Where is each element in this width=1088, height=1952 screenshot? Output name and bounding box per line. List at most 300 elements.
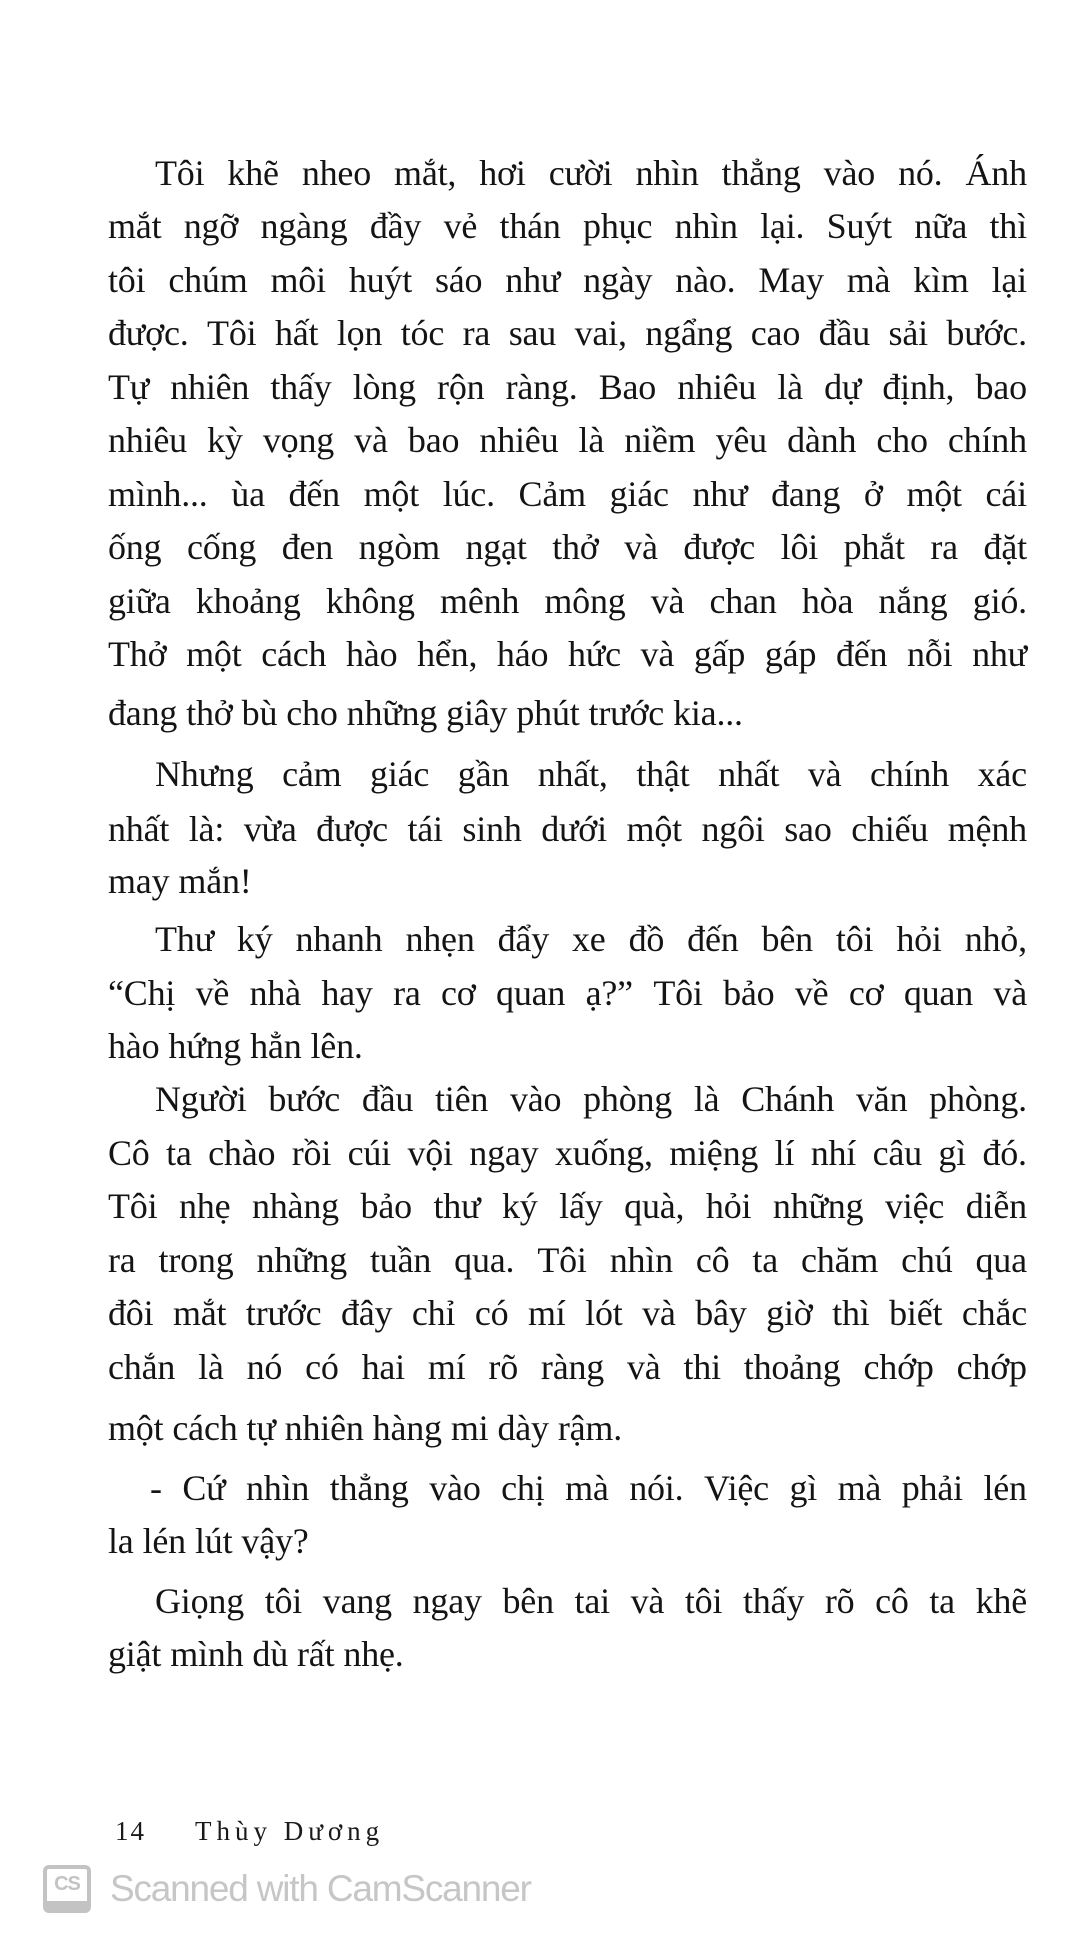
word: rộn: [437, 367, 485, 407]
word: những: [772, 1186, 864, 1226]
word: lót: [585, 1293, 623, 1333]
word: đen: [281, 527, 334, 567]
word: tóc: [400, 313, 445, 353]
word: Việc: [703, 1468, 769, 1508]
word: mệnh: [947, 809, 1027, 849]
word: quà,: [624, 1186, 685, 1226]
word: gấp: [693, 634, 746, 674]
word: mắt: [108, 206, 162, 246]
text-line: [108, 975, 1027, 1011]
word: Giọng: [155, 1581, 245, 1621]
word: và: [626, 1347, 661, 1387]
word: chiếu: [851, 809, 929, 849]
word: chớp: [956, 1347, 1027, 1387]
word: lòng: [352, 367, 416, 407]
word: đang: [771, 474, 841, 514]
word: hẳn: [250, 1026, 302, 1066]
word: mông: [544, 581, 626, 621]
word: lí: [774, 1133, 795, 1173]
word: xe: [572, 919, 606, 959]
word: ngàng: [260, 206, 348, 246]
word: Tôi: [537, 1240, 587, 1280]
word: định,: [882, 367, 955, 407]
word: cúi: [347, 1133, 391, 1173]
word: và: [630, 1581, 665, 1621]
word: tự: [246, 1408, 276, 1448]
word: đến: [835, 634, 888, 674]
word: nỗi: [907, 634, 953, 674]
word: sao: [784, 809, 832, 849]
text-line: [155, 1583, 1027, 1619]
text-line: [108, 583, 1027, 619]
word: lại: [991, 260, 1027, 300]
word: nhìn: [635, 153, 699, 193]
text-line: [108, 1410, 1027, 1446]
word: niềm: [624, 420, 696, 460]
word: được: [316, 809, 388, 849]
word: hay: [321, 973, 373, 1013]
word: phục: [583, 206, 653, 246]
word: nhẹn: [405, 919, 475, 959]
word: nhìn: [245, 1468, 310, 1508]
word: dành: [787, 420, 857, 460]
word: ký: [501, 1186, 538, 1226]
word: đẩy: [497, 919, 550, 959]
word: la: [108, 1521, 134, 1561]
word: thấy: [270, 367, 332, 407]
word: vội: [407, 1133, 453, 1173]
word: ngay: [469, 1133, 539, 1173]
word: dày: [497, 1408, 549, 1448]
word: ngôi: [701, 809, 765, 849]
word: hỏi: [705, 1186, 752, 1226]
word: qua: [975, 1240, 1027, 1280]
word: là: [693, 1079, 720, 1119]
word: nhẹ.: [343, 1634, 404, 1674]
word: trước: [245, 1293, 322, 1333]
word: nhỏ,: [964, 919, 1027, 959]
word: Suýt: [826, 206, 892, 246]
word: không: [325, 581, 415, 621]
word: gì: [789, 1468, 818, 1508]
word: nhiên: [284, 1408, 364, 1448]
word: vang: [322, 1581, 392, 1621]
word: hào: [108, 1026, 160, 1066]
word: rồi: [291, 1133, 332, 1173]
word: ngòm: [358, 527, 440, 567]
word: về: [794, 973, 829, 1013]
word: lọn: [336, 313, 383, 353]
word: nhà: [249, 973, 301, 1013]
word: ta: [166, 1133, 192, 1173]
word: đó.: [982, 1133, 1027, 1173]
word: đến: [687, 919, 739, 959]
word: hển,: [417, 634, 478, 674]
word: khẽ: [227, 153, 279, 193]
word: ùa: [231, 474, 265, 514]
text-line: [150, 1470, 1027, 1506]
word: chính: [947, 420, 1027, 460]
word: Cảm: [518, 474, 586, 514]
word: là: [198, 1347, 224, 1387]
word: và: [354, 420, 388, 460]
word: có: [474, 1293, 509, 1333]
camscanner-logo-icon: [43, 1865, 91, 1913]
word: nắng: [878, 581, 948, 621]
word: bao: [975, 367, 1027, 407]
word: Cứ: [182, 1468, 226, 1508]
word: thoảng: [743, 1347, 841, 1387]
word: vào: [509, 1079, 562, 1119]
page-number: 14: [115, 1816, 146, 1846]
word: bao: [407, 420, 460, 460]
word: như: [972, 634, 1027, 674]
word: đầu: [361, 1079, 414, 1119]
word: nhiêu: [108, 420, 187, 460]
word: cho: [876, 420, 928, 460]
word: bên: [502, 1581, 554, 1621]
word: mà: [837, 1468, 882, 1508]
word: được.: [108, 313, 189, 353]
word: Bao: [598, 367, 657, 407]
word: tuần: [370, 1240, 432, 1280]
word: thấy: [742, 1581, 805, 1621]
word: Thư: [155, 919, 214, 959]
word: nhí: [810, 1133, 857, 1173]
word: cô: [875, 1581, 909, 1621]
word: vai,: [574, 313, 627, 353]
word: ta: [752, 1240, 779, 1280]
word: Tôi: [108, 1186, 158, 1226]
word: như: [505, 260, 561, 300]
word: một: [906, 474, 962, 514]
word: miệng: [669, 1133, 759, 1173]
word: phòng.: [929, 1079, 1027, 1119]
word: có: [305, 1347, 339, 1387]
text-line: [155, 155, 1027, 191]
word: tôi: [108, 260, 146, 300]
word: gáp: [764, 634, 817, 674]
text-line: [108, 863, 1027, 899]
word: hất: [274, 313, 319, 353]
word: mênh: [440, 581, 520, 621]
text-line: [108, 529, 1027, 565]
word: sáo: [434, 260, 483, 300]
word: nó: [246, 1347, 283, 1387]
word: về: [195, 973, 230, 1013]
word: dù: [252, 1634, 289, 1674]
word: may: [108, 861, 170, 901]
word: hứng: [168, 1026, 242, 1066]
word: bước.: [946, 313, 1027, 353]
word: gió.: [972, 581, 1027, 621]
word: văn: [856, 1079, 908, 1119]
text-line: [108, 315, 1027, 351]
word: phòng: [583, 1079, 673, 1119]
word: ở: [863, 474, 883, 514]
word: Ánh: [965, 153, 1027, 193]
word: tôi: [684, 1581, 723, 1621]
word: biết: [889, 1293, 943, 1333]
word: Thở: [108, 634, 167, 674]
word: chắc: [961, 1293, 1027, 1333]
word: diễn: [965, 1186, 1027, 1226]
word: nhanh: [295, 919, 383, 959]
word: gì: [938, 1133, 966, 1173]
word: khẽ: [975, 1581, 1027, 1621]
word: tái: [407, 809, 443, 849]
word: Tôi: [207, 313, 257, 353]
word: quan: [496, 973, 566, 1013]
word: hàng: [372, 1408, 442, 1448]
word: tai: [574, 1581, 610, 1621]
word: cống: [186, 527, 257, 567]
word: nào.: [675, 260, 736, 300]
word: giác: [370, 754, 430, 794]
camscanner-logo-bar: [47, 1901, 87, 1909]
word: chắn: [108, 1347, 176, 1387]
word: chăm: [800, 1240, 879, 1280]
word: bên: [761, 919, 813, 959]
word: thư: [433, 1186, 481, 1226]
word: nhất: [108, 809, 170, 849]
word: đôi: [108, 1293, 154, 1333]
word: đây: [340, 1293, 393, 1333]
word: kia...: [673, 693, 743, 733]
text-line: [155, 1081, 1027, 1117]
word: ra: [462, 313, 491, 353]
word: là: [578, 420, 605, 460]
word: nhất: [718, 754, 780, 794]
word: phắt: [843, 527, 905, 567]
text-line: [108, 208, 1027, 244]
word: và: [650, 581, 685, 621]
word: hòa: [801, 581, 854, 621]
word: huýt: [348, 260, 413, 300]
word: là:: [188, 809, 225, 849]
word: thở: [552, 527, 599, 567]
word: cười: [548, 153, 613, 193]
word: mình: [170, 1634, 244, 1674]
word: những: [256, 1240, 348, 1280]
word: và: [624, 527, 658, 567]
word: bảo: [723, 973, 775, 1013]
word: Tôi: [155, 153, 205, 193]
word: tiên: [434, 1079, 489, 1119]
word: sinh: [462, 809, 522, 849]
word: lên.: [310, 1026, 363, 1066]
word: hai: [361, 1347, 405, 1387]
word: lén: [142, 1521, 186, 1561]
word: ngẩng: [645, 313, 733, 353]
word: giờ: [766, 1293, 813, 1333]
word: nhiêu: [479, 420, 559, 460]
word: một: [626, 809, 682, 849]
word: môi: [270, 260, 326, 300]
text-line: [108, 262, 1027, 298]
word: kìm: [913, 260, 969, 300]
word: nó.: [898, 153, 943, 193]
word: cách: [172, 1408, 238, 1448]
word: gần: [457, 754, 510, 794]
word: rậm.: [557, 1408, 623, 1448]
word: những: [346, 693, 438, 733]
word: bù: [241, 693, 278, 733]
text-line: [108, 1523, 1027, 1559]
word: vào: [429, 1468, 481, 1508]
word: chỉ: [411, 1293, 456, 1333]
word: đang: [108, 693, 178, 733]
word: rõ: [824, 1581, 855, 1621]
word: chú: [901, 1240, 953, 1280]
camscanner-logo-text: CS: [54, 1873, 80, 1895]
text-line: [155, 921, 1027, 957]
word: nữa: [914, 206, 968, 246]
word: ký: [236, 919, 273, 959]
text-line: [108, 369, 1027, 405]
word: kỳ: [207, 420, 243, 460]
word: mình...: [108, 474, 208, 514]
word: ta: [929, 1581, 955, 1621]
word: dưới: [541, 809, 607, 849]
word: xuống,: [554, 1133, 653, 1173]
word: ngày: [583, 260, 653, 300]
word: mắn!: [178, 861, 252, 901]
word: khoảng: [195, 581, 301, 621]
word: lại.: [760, 206, 805, 246]
word: lúc.: [442, 474, 495, 514]
word: câu: [872, 1133, 922, 1173]
word: hơi: [479, 153, 526, 193]
word: giữa: [108, 581, 171, 621]
text-line: [108, 636, 1027, 672]
word: trước: [588, 693, 665, 733]
word: đầu: [818, 313, 871, 353]
word: như: [692, 474, 748, 514]
word: cảm: [282, 754, 342, 794]
word: mà: [846, 260, 891, 300]
text-line: [108, 1028, 1027, 1064]
word: tôi: [264, 1581, 303, 1621]
word: cơ: [848, 973, 884, 1013]
word: Cô: [108, 1133, 150, 1173]
word: giác: [609, 474, 669, 514]
word: và: [993, 973, 1027, 1013]
word: Nhưng: [155, 754, 254, 794]
word: lôi: [780, 527, 819, 567]
word: cao: [750, 313, 801, 353]
word: và: [807, 754, 842, 794]
word: thì: [989, 206, 1027, 246]
word: thẳng: [721, 153, 801, 193]
text-line: [108, 422, 1027, 458]
text-line: [108, 1349, 1027, 1385]
text-line: [108, 811, 1027, 847]
word: ống: [108, 527, 162, 567]
word: vọng: [262, 420, 335, 460]
word: ra: [930, 527, 958, 567]
word: cách: [261, 634, 327, 674]
word: thẳng: [329, 1468, 409, 1508]
word: chớp: [863, 1347, 934, 1387]
word: ngạt: [465, 527, 527, 567]
word: qua.: [454, 1240, 515, 1280]
word: Người: [155, 1079, 247, 1119]
word: ra: [108, 1240, 136, 1280]
word: thi: [683, 1347, 721, 1387]
word: cái: [985, 474, 1027, 514]
word: thở: [186, 693, 233, 733]
word: quan: [903, 973, 974, 1013]
word: vào: [823, 153, 876, 193]
word: sải: [888, 313, 928, 353]
word: bảo: [360, 1186, 412, 1226]
word: phải: [901, 1468, 963, 1508]
text-line: [108, 695, 1027, 731]
running-footer-author: Thùy Dương: [195, 1816, 385, 1846]
text-line: [108, 1242, 1027, 1278]
word: cho: [286, 693, 338, 733]
word: sau: [508, 313, 557, 353]
text-line: [108, 1636, 1027, 1672]
word: mí: [427, 1347, 466, 1387]
word: tôi: [835, 919, 874, 959]
word: ngay: [412, 1581, 482, 1621]
word: thì: [832, 1293, 870, 1333]
text-line: [155, 756, 1027, 792]
word: nói.: [629, 1468, 684, 1508]
text-line: [108, 476, 1027, 512]
word: đồ: [628, 919, 665, 959]
word: đến: [288, 474, 340, 514]
word: hức: [567, 634, 621, 674]
word: nhiêu: [677, 367, 757, 407]
word: bây: [695, 1293, 747, 1333]
word: lút: [194, 1521, 233, 1561]
word: vậy?: [241, 1521, 309, 1561]
word: Chánh: [741, 1079, 835, 1119]
word: việc: [884, 1186, 945, 1226]
word: chào: [208, 1133, 276, 1173]
word: mí: [527, 1293, 566, 1333]
word: và: [642, 1293, 676, 1333]
word: dự: [824, 367, 862, 407]
word: rất: [297, 1634, 335, 1674]
word: Tôi: [653, 973, 703, 1013]
word: phút: [516, 693, 580, 733]
word: nhẹ: [178, 1186, 231, 1226]
word: vẻ: [443, 206, 478, 246]
word: hào: [346, 634, 398, 674]
text-line: [108, 1188, 1027, 1224]
word: mắt,: [394, 153, 457, 193]
word: lén: [983, 1468, 1027, 1508]
word: mà: [565, 1468, 609, 1508]
word: ra: [393, 973, 421, 1013]
word: một: [186, 634, 242, 674]
text-line: [108, 1295, 1027, 1331]
word: chan: [709, 581, 777, 621]
word: giật: [108, 1634, 162, 1674]
word: nhàng: [251, 1186, 339, 1226]
word: mi: [450, 1408, 489, 1448]
word: giây: [446, 693, 508, 733]
word: là: [777, 367, 803, 407]
word: cô: [695, 1240, 730, 1280]
word: Tự: [108, 367, 150, 407]
word: vừa: [243, 809, 297, 849]
word: thán: [499, 206, 561, 246]
